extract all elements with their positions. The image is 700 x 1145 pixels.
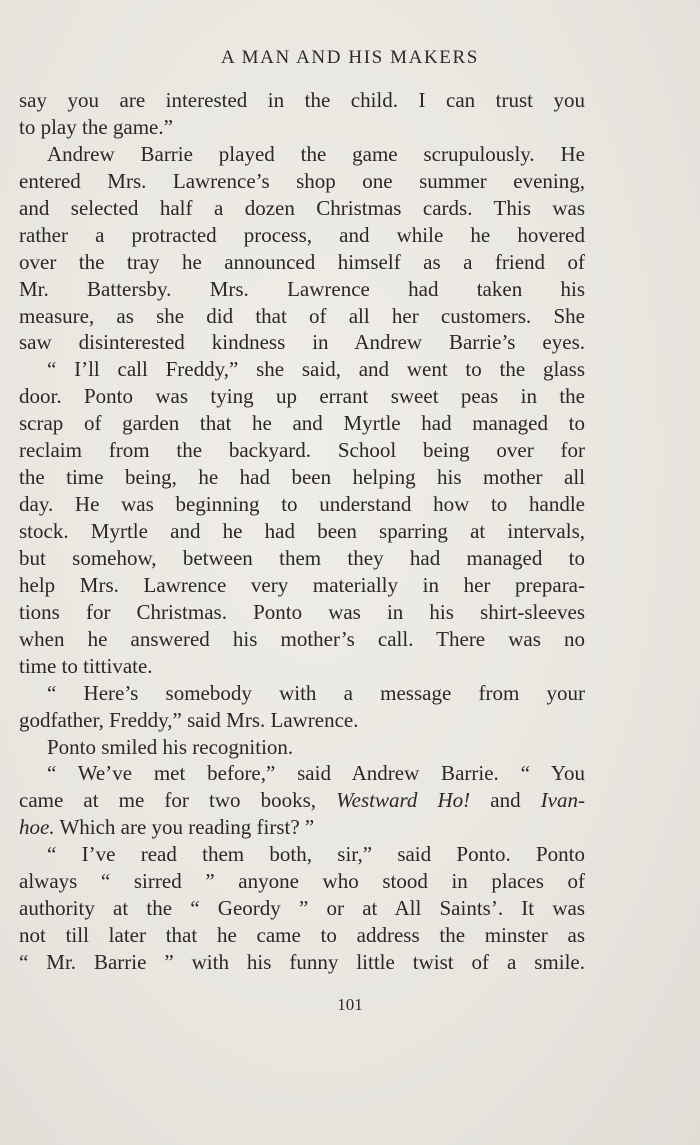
text-line bbox=[19, 518, 585, 545]
text-run: “ We’ve met before,” said Andrew Barrie. “ You bbox=[47, 761, 585, 786]
text-run: always “ sirred ” anyone who stood in places of bbox=[19, 869, 585, 894]
text-run: say you are interested in the child. I can trust you bbox=[19, 88, 585, 112]
text-line bbox=[19, 276, 585, 303]
italic-title: hoe. bbox=[19, 815, 55, 840]
text-line bbox=[19, 599, 585, 626]
text-line bbox=[19, 491, 585, 518]
text-run: rather a protracted process, and while he hovered bbox=[19, 222, 585, 247]
text-run: when he answered his mother’s call. There was no bbox=[19, 626, 585, 651]
text-line bbox=[19, 787, 585, 814]
text-line bbox=[19, 653, 585, 680]
text-run: “ Mr. Barrie ” with his funny little twist of a smile. bbox=[19, 950, 585, 974]
text-line bbox=[19, 383, 585, 410]
text-run: stock. Myrtle and he had been sparring at intervals, bbox=[19, 519, 585, 543]
text-line bbox=[19, 87, 585, 114]
text-run: measure, as she did that of all her customers. She bbox=[19, 303, 585, 328]
text-run: Ponto smiled his recognition. bbox=[47, 734, 294, 759]
text-run: time to tittivate. bbox=[19, 653, 153, 678]
text-line bbox=[19, 545, 585, 572]
text-line bbox=[19, 141, 585, 168]
text-line bbox=[19, 707, 585, 734]
text-run: tions for Christmas. Ponto was in his shirt-sleeves bbox=[19, 599, 585, 624]
text-line bbox=[19, 814, 585, 841]
text-run: godfather, Freddy,” said Mrs. Lawrence. bbox=[19, 707, 359, 732]
text-line bbox=[19, 680, 585, 707]
text-run: door. Ponto was tying up errant sweet peas in the bbox=[19, 384, 585, 409]
text-run: not till later that he came to address the minster as bbox=[19, 923, 585, 948]
text-run: to play the game.” bbox=[19, 114, 173, 139]
text-line bbox=[19, 895, 585, 922]
text-line bbox=[19, 734, 585, 761]
text-run: Andrew Barrie played the game scrupulously. He bbox=[47, 141, 585, 166]
text-line bbox=[19, 760, 585, 787]
text-line bbox=[19, 464, 585, 491]
body-text bbox=[19, 87, 585, 976]
text-run: “ Here’s somebody with a message from your bbox=[47, 680, 585, 705]
text-run: came at me for two books, bbox=[19, 788, 337, 813]
text-run: over the tray he announced himself as a friend of bbox=[19, 249, 585, 274]
running-head: A MAN AND HIS MAKERS bbox=[221, 47, 479, 68]
text-run: “ I’ve read them both, sir,” said Ponto. Ponto bbox=[47, 842, 585, 867]
text-run: entered Mrs. Lawrence’s shop one summer evening, bbox=[19, 168, 585, 193]
text-run: and selected half a dozen Christmas cards. This was bbox=[19, 195, 585, 220]
text-run: the time being, he had been helping his mother all bbox=[19, 465, 585, 490]
text-run: authority at the “ Geordy ” or at All Saints’. It was bbox=[19, 896, 585, 921]
text-line bbox=[19, 222, 585, 249]
text-line bbox=[19, 437, 585, 464]
text-line bbox=[19, 841, 585, 868]
text-run: scrap of garden that he and Myrtle had managed to bbox=[19, 411, 585, 436]
text-line bbox=[19, 868, 585, 895]
text-run: saw disinterested kindness in Andrew Barrie’s eyes. bbox=[19, 330, 585, 355]
italic-title: Ivan- bbox=[540, 788, 585, 813]
text-run: Which are you reading first? ” bbox=[54, 815, 315, 840]
text-line bbox=[19, 329, 585, 356]
text-line bbox=[19, 303, 585, 330]
text-line bbox=[19, 195, 585, 222]
text-line bbox=[19, 572, 585, 599]
text-run: but somehow, between them they had managed to bbox=[19, 545, 585, 570]
text-run: day. He was beginning to understand how to handle bbox=[19, 492, 585, 517]
page-number: 101 bbox=[337, 995, 363, 1014]
text-line bbox=[19, 356, 585, 383]
text-line bbox=[19, 249, 585, 276]
text-line bbox=[19, 410, 585, 437]
italic-title: Westward Ho! bbox=[336, 788, 471, 813]
text-line bbox=[19, 922, 585, 949]
text-line bbox=[19, 168, 585, 195]
text-line bbox=[19, 949, 585, 976]
text-run: reclaim from the backyard. School being over for bbox=[19, 438, 585, 463]
text-line bbox=[19, 626, 585, 653]
text-run: “ I’ll call Freddy,” she said, and went to the glass bbox=[47, 357, 585, 382]
text-run: and bbox=[470, 788, 541, 813]
text-run: Mr. Battersby. Mrs. Lawrence had taken his bbox=[19, 276, 585, 301]
text-line bbox=[19, 114, 585, 141]
text-run: help Mrs. Lawrence very materially in her prepara- bbox=[19, 572, 585, 597]
